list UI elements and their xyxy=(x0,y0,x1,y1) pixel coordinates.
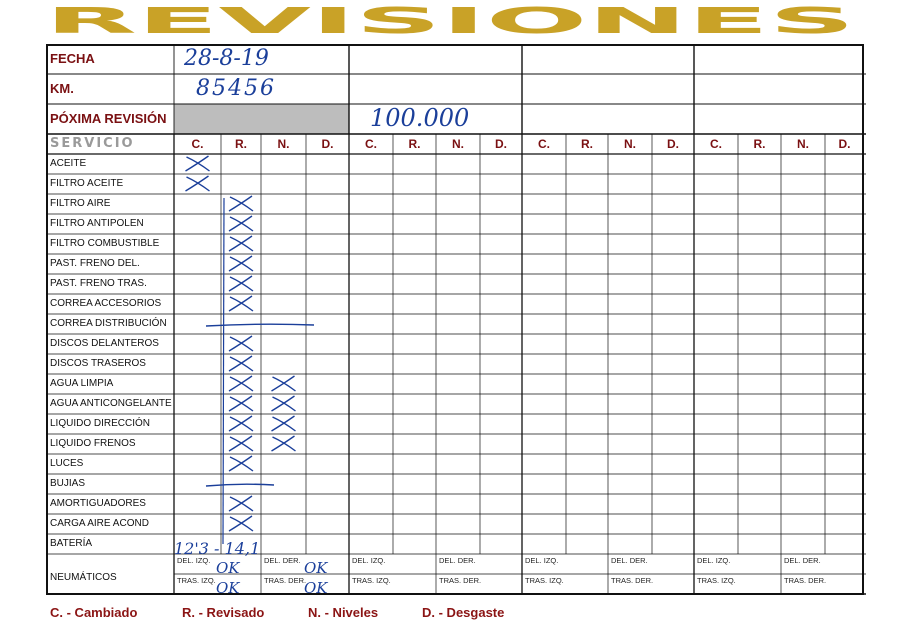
service-label: AGUA LIMPIA xyxy=(50,378,114,389)
km-value[interactable]: 85456 xyxy=(196,76,276,101)
tire-label-tras-izq: TRAS. IZQ. xyxy=(697,576,736,585)
km-label: KM. xyxy=(50,81,74,96)
service-label: FILTRO AIRE xyxy=(50,198,111,209)
service-label: FILTRO ACEITE xyxy=(50,178,124,189)
column-header-d: D. xyxy=(667,137,679,151)
tire-tras-izq-reading: OK xyxy=(216,579,240,597)
column-header-n: N. xyxy=(797,137,809,151)
tire-del-der-reading: OK xyxy=(304,559,328,577)
proxima-revision-label: PÓXIMA REVISIÓN xyxy=(50,111,167,126)
tire-del-izq-reading: OK xyxy=(216,559,240,577)
column-header-r: R. xyxy=(408,137,421,151)
column-header-r: R. xyxy=(753,137,766,151)
column-header-c: C. xyxy=(710,137,722,151)
tire-label-del-der: DEL. DER. xyxy=(264,556,301,565)
title-text: REVISIONES xyxy=(45,2,855,36)
service-label: ACEITE xyxy=(50,158,87,169)
proxima-revision-value[interactable]: 100.000 xyxy=(370,104,470,132)
tire-label-tras-izq: TRAS. IZQ. xyxy=(177,576,216,585)
service-label: DISCOS DELANTEROS xyxy=(50,338,159,349)
tire-label-tras-izq: TRAS. IZQ. xyxy=(525,576,564,585)
tire-label-tras-der: TRAS. DER. xyxy=(439,576,482,585)
tire-label-tras-der: TRAS. DER. xyxy=(784,576,827,585)
legend xyxy=(50,601,850,625)
column-header-d: D. xyxy=(321,137,334,151)
tire-label-del-izq: DEL. IZQ. xyxy=(697,556,731,565)
column-header-n: N. xyxy=(624,137,636,151)
service-label: PAST. FRENO DEL. xyxy=(50,258,140,269)
column-header-d: D. xyxy=(838,137,851,151)
service-label: BATERÍA xyxy=(50,538,93,549)
bateria-reading: 12'3 - 14,1 xyxy=(174,539,261,558)
column-header-n: N. xyxy=(452,137,464,151)
legend-desgaste: D. - Desgaste xyxy=(422,605,505,620)
service-label: LUCES xyxy=(50,458,84,469)
service-label: CORREA ACCESORIOS xyxy=(50,298,162,309)
service-label: LIQUIDO DIRECCIÓN xyxy=(50,418,151,429)
column-header-r: R. xyxy=(235,137,247,151)
service-label: FILTRO ANTIPOLEN xyxy=(50,218,144,229)
service-label: AGUA ANTICONGELANTE xyxy=(50,398,172,409)
neumaticos-label: NEUMÁTICOS xyxy=(50,572,117,583)
tire-label-tras-izq: TRAS. IZQ. xyxy=(352,576,391,585)
proxima-shade xyxy=(174,104,349,134)
service-label: BUJIAS xyxy=(50,478,86,489)
tire-tras-der-reading: OK xyxy=(304,579,328,597)
revision-form xyxy=(46,44,866,598)
column-header-c: C. xyxy=(191,137,204,151)
column-header-d: D. xyxy=(495,137,507,151)
column-header-r: R. xyxy=(581,137,593,151)
tire-label-del-izq: DEL. IZQ. xyxy=(352,556,386,565)
column-header-n: N. xyxy=(277,137,290,151)
service-label: CORREA DISTRIBUCIÓN xyxy=(50,318,167,329)
fecha-label: FECHA xyxy=(50,51,95,66)
column-header-c: C. xyxy=(538,137,550,151)
tire-label-del-der: DEL. DER. xyxy=(611,556,648,565)
service-label: LIQUIDO FRENOS xyxy=(50,438,136,449)
service-label: FILTRO COMBUSTIBLE xyxy=(50,238,160,249)
tire-label-del-izq: DEL. IZQ. xyxy=(177,556,211,565)
legend-revisado: R. - Revisado xyxy=(182,605,265,620)
tire-label-tras-der: TRAS. DER. xyxy=(264,576,307,585)
tire-label-del-der: DEL. DER. xyxy=(439,556,476,565)
legend-niveles: N. - Niveles xyxy=(308,605,379,620)
column-header-c: C. xyxy=(365,137,377,151)
tire-label-tras-der: TRAS. DER. xyxy=(611,576,654,585)
servicio-header: SERVICIO xyxy=(50,136,135,151)
tire-label-del-der: DEL. DER. xyxy=(784,556,821,565)
fecha-value[interactable]: 28-8-19 xyxy=(184,46,269,71)
service-label: AMORTIGUADORES xyxy=(50,498,146,509)
service-label: DISCOS TRASEROS xyxy=(50,358,146,369)
service-label: PAST. FRENO TRAS. xyxy=(50,278,147,289)
tire-label-del-izq: DEL. IZQ. xyxy=(525,556,559,565)
service-label: CARGA AIRE ACOND xyxy=(50,518,149,529)
legend-cambiado: C. - Cambiado xyxy=(50,605,138,620)
page-title xyxy=(0,2,900,36)
